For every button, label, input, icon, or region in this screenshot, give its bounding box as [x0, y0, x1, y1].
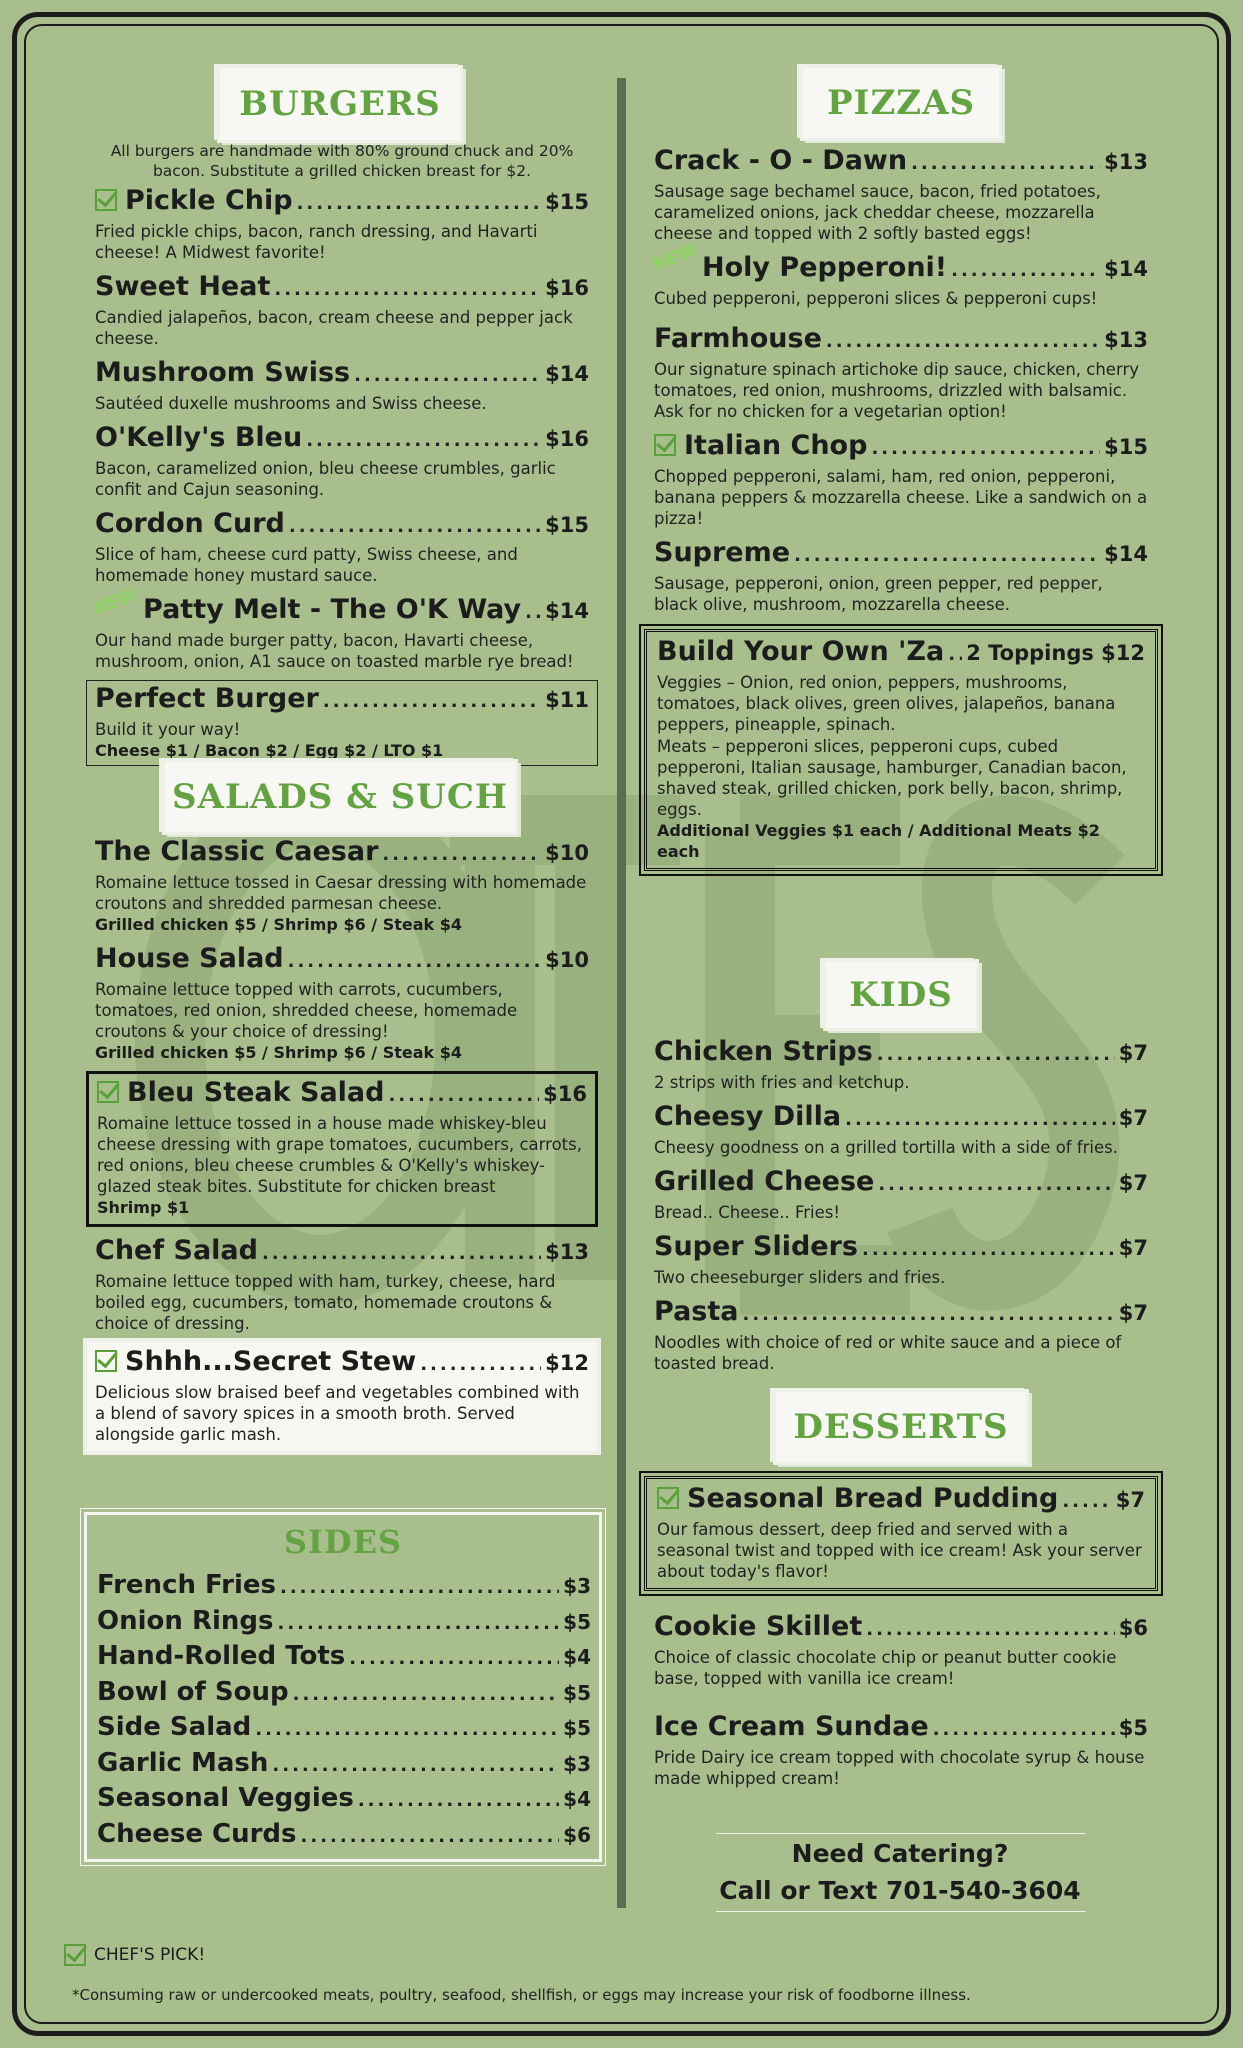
menu-item: Supreme ..... $14 Sausage, pepperoni, onion, green pepper, red pepper, black olive, mushroom, mozzarella cheese.	[654, 537, 1148, 615]
catering-info	[700, 1835, 1100, 1909]
side-item: Hand-Rolled Tots ..... $4	[97, 1640, 591, 1676]
catering-heading: Need Catering?	[791, 1839, 1009, 1868]
chefs-pick-check-icon	[95, 189, 117, 211]
side-item: French Fries ..... $3	[97, 1569, 591, 1605]
section-title-pizzas: PIZZAS	[803, 68, 999, 138]
menu-item: Sweet Heat ..... $16 Candied jalapeños, bacon, cream cheese and pepper jack cheese.	[95, 271, 589, 349]
new-badge: NEW	[649, 240, 699, 276]
menu-item: Cordon Curd ..... $15 Slice of ham, cheese curd patty, Swiss cheese, and homemade honey mustard sauce.	[95, 508, 589, 586]
burgers-section	[90, 140, 589, 774]
section-title-sides: SIDES	[283, 1523, 403, 1561]
side-item: Cheese Curds ..... $6	[97, 1818, 591, 1854]
desserts-section	[654, 1476, 1148, 1797]
chefs-pick-check-icon	[64, 1944, 86, 1966]
section-title-burgers: BURGERS	[220, 68, 460, 140]
menu-item-highlighted: Shhh...Secret Stew ..... $12 Delicious slow braised beef and vegetables combined with a blend of savory spices in a smooth broth. Served alongside garlic mash.	[87, 1342, 597, 1451]
menu-item: Grilled Cheese ..... $7 Bread.. Cheese.. Fries!	[654, 1166, 1148, 1223]
menu-item: NEW Holy Pepperoni! ..... $14 Cubed pepperoni, pepperoni slices & pepperoni cups!	[654, 252, 1148, 309]
chefs-pick-check-icon	[657, 1487, 679, 1509]
side-item: Onion Rings ..... $5	[97, 1605, 591, 1641]
menu-item: The Classic Caesar ..... $10 Romaine lettuce tossed in Caesar dressing with homemade croutons and shredded parmesan cheese. Grilled chicken $5 / Shrimp $6 / Steak $4	[95, 836, 589, 935]
catering-divider-bottom	[716, 1911, 1086, 1912]
byo-pizza-box: Build Your Own 'Za ..... 2 Toppings $12 Veggies – Onion, red onion, peppers, mushrooms, tomatoes, black olives, green olives, jalapeños, banana peppers, pineapple, spinach. Meats – pepperoni slices, pepperoni cups, cubed pepperoni, Italian sausage, hamburger, Canadian bacon, shaved steak, grilled chicken, pork belly, bacon, shrimp, eggs. Additional Veggies $1 each / Additional Meats $2 each	[644, 629, 1158, 871]
menu-item-boxed: Bleu Steak Salad ..... $16 Romaine lettuce tossed in a house made whiskey-bleu cheese dressing with grape tomatoes, cucumbers, carrots, red onions, bleu cheese crumbles & O'Kelly's whiskey-glazed steak bites. Substitute for chicken breast Shrimp $1	[86, 1071, 598, 1227]
catering-divider-top	[716, 1833, 1086, 1834]
side-item: Garlic Mash ..... $3	[97, 1747, 591, 1783]
menu-item: Mushroom Swiss ..... $14 Sautéed duxelle mushrooms and Swiss cheese.	[95, 357, 589, 414]
burgers-intro: All burgers are handmade with 80% ground chuck and 20% bacon. Substitute a grilled chicken breast for $2.	[110, 142, 574, 180]
menu-item: House Salad ..... $10 Romaine lettuce topped with carrots, cucumbers, tomatoes, red onion, shredded cheese, homemade croutons & your choice of dressing! Grilled chicken $5 / Shrimp $6 / Steak $4	[95, 943, 589, 1063]
menu-item: Super Sliders ..... $7 Two cheeseburger sliders and fries.	[654, 1231, 1148, 1288]
salads-section	[95, 836, 589, 1459]
side-item: Side Salad ..... $5	[97, 1711, 591, 1747]
chefs-pick-check-icon	[95, 1350, 117, 1372]
menu-item: Ice Cream Sundae ..... $5 Pride Dairy ice cream topped with chocolate syrup & house made whipped cream!	[654, 1711, 1148, 1789]
chefs-pick-check-icon	[97, 1081, 119, 1103]
kids-section	[654, 1036, 1148, 1382]
section-title-desserts: DESSERTS	[776, 1392, 1026, 1462]
menu-item: Farmhouse ..... $13 Our signature spinach artichoke dip sauce, chicken, cherry tomatoes, red onion, mushrooms, drizzled with balsamic. Ask for no chicken for a vegetarian option!	[654, 323, 1148, 422]
sides-box	[84, 1512, 602, 1862]
food-safety-disclaimer: *Consuming raw or undercooked meats, poultry, seafood, shellfish, or eggs may increase your risk of foodborne illness.	[72, 1986, 971, 2004]
column-divider	[617, 78, 626, 1908]
menu-item-boxed: Perfect Burger ..... $11 Build it your way! Cheese $1 / Bacon $2 / Egg $2 / LTO $1	[86, 680, 598, 766]
pizzas-section	[649, 145, 1148, 879]
menu-item: Chef Salad ..... $13 Romaine lettuce topped with ham, turkey, cheese, hard boiled egg, cucumbers, tomato, homemade croutons & choice of dressing.	[95, 1235, 589, 1334]
chefs-pick-check-icon	[654, 434, 676, 456]
new-badge: NEW	[90, 584, 140, 620]
menu-item: Pickle Chip ..... $15 Fried pickle chips, bacon, ranch dressing, and Havarti cheese! A Midwest favorite!	[95, 185, 589, 263]
catering-phone: Call or Text 701-540-3604	[719, 1876, 1081, 1905]
menu-item: O'Kelly's Bleu ..... $16 Bacon, caramelized onion, bleu cheese crumbles, garlic confit and Cajun seasoning.	[95, 422, 589, 500]
section-title-kids: KIDS	[826, 962, 976, 1028]
menu-item: NEW Patty Melt - The O'K Way ..... $14 Our hand made burger patty, bacon, Havarti cheese, mushroom, onion, A1 sauce on toasted marble rye bread!	[95, 594, 589, 672]
menu-item: Italian Chop ..... $15 Chopped pepperoni, salami, ham, red onion, pepperoni, banana peppers & mozzarella cheese. Like a sandwich on a pizza!	[654, 430, 1148, 529]
side-item: Bowl of Soup ..... $5	[97, 1676, 591, 1712]
side-item: Seasonal Veggies ..... $4	[97, 1782, 591, 1818]
menu-item: Crack - O - Dawn ..... $13 Sausage sage bechamel sauce, bacon, fried potatoes, caramelized onions, jack cheddar cheese, mozzarella cheese and topped with 2 softly basted eggs!	[654, 145, 1148, 244]
menu-item: Chicken Strips ..... $7 2 strips with fries and ketchup.	[654, 1036, 1148, 1093]
menu-item: Cheesy Dilla ..... $7 Cheesy goodness on a grilled tortilla with a side of fries.	[654, 1101, 1148, 1158]
menu-item-boxed: Seasonal Bread Pudding ..... $7 Our famous dessert, deep fried and served with a seasonal twist and topped with ice cream! Ask your server about today's flavor!	[644, 1476, 1158, 1591]
menu-item: Cookie Skillet ..... $6 Choice of classic chocolate chip or peanut butter cookie base, topped with vanilla ice cream!	[654, 1611, 1148, 1689]
chefs-pick-legend: CHEF'S PICK!	[64, 1944, 205, 1966]
section-title-salads: SALADS & SUCH	[165, 762, 515, 832]
menu-item: Pasta ..... $7 Noodles with choice of red or white sauce and a piece of toasted bread.	[654, 1296, 1148, 1374]
